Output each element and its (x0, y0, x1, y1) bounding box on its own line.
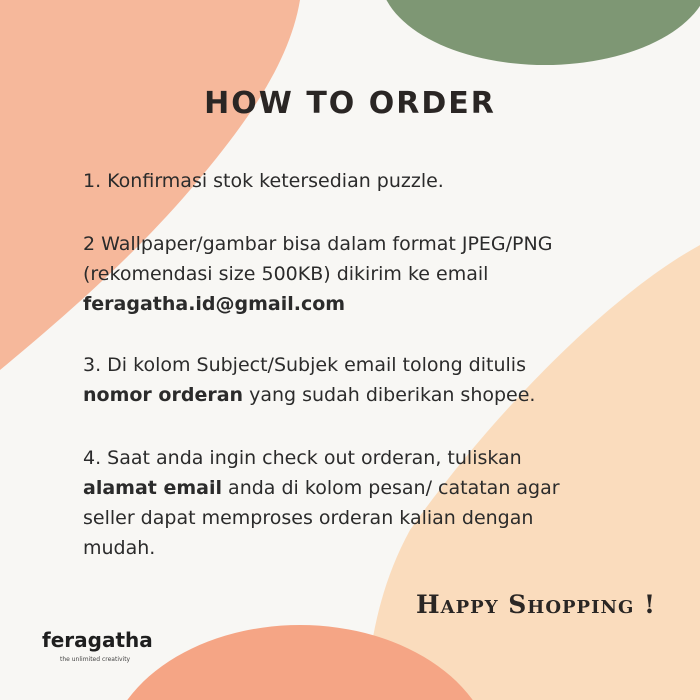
step-4-line-3: seller dapat memproses orderan kalian dengan (83, 507, 534, 529)
step-4-line-2-rest: anda di kolom pesan/ catatan agar (222, 477, 560, 499)
step-3-line-2 (83, 380, 643, 410)
email-address: feragatha.id@gmail.com (83, 293, 346, 315)
step-4 (83, 443, 643, 563)
step-2-line-1: 2 Wallpaper/gambar bisa dalam format JPEG/PNG (83, 233, 553, 255)
step-4-line-2 (83, 473, 643, 503)
brand-name: feragatha (42, 628, 153, 652)
step-4-line-1: 4. Saat anda ingin check out orderan, tuliskan (83, 447, 522, 469)
happy-shopping-text: Happy Shopping ! (416, 590, 656, 619)
order-number-emphasis: nomor orderan (83, 384, 244, 406)
step-1-text: 1. Konfirmasi stok ketersedian puzzle. (83, 170, 444, 192)
step-2-line-2: (rekomendasi size 500KB) dikirim ke email (83, 263, 489, 285)
step-1 (83, 166, 643, 196)
brand-tagline: the unlimited creativity (60, 656, 131, 663)
step-3-line-2-rest: yang sudah diberikan shopee. (243, 384, 536, 406)
step-2 (83, 229, 643, 319)
step-4-line-4: mudah. (83, 537, 156, 559)
email-address-emphasis: alamat email (83, 477, 223, 499)
brand-logo (42, 628, 162, 663)
step-3 (83, 350, 643, 410)
page-title: HOW TO ORDER (204, 86, 496, 121)
step-3-line-1: 3. Di kolom Subject/Subjek email tolong ditulis (83, 354, 526, 376)
